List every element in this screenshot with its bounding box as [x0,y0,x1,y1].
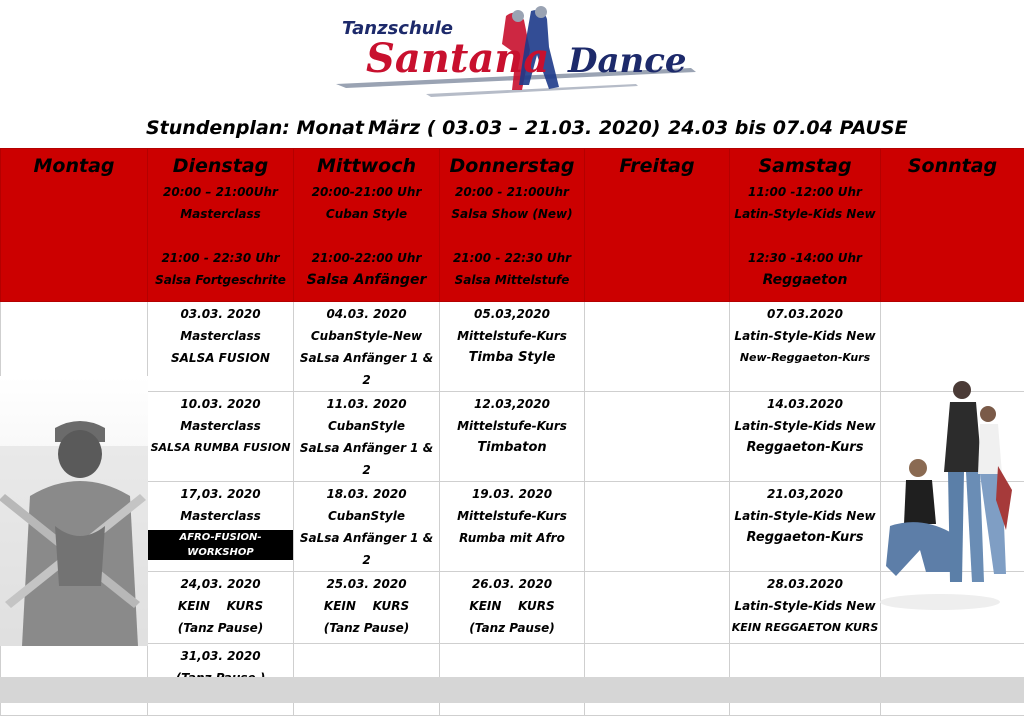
week-row [1,392,1024,482]
dancer-photo-left [0,376,148,646]
cell-donnerstag [440,572,585,644]
cell-detail: (Tanz Pause) [469,621,555,635]
cell-detail: (Tanz Pause) [323,621,410,635]
cell-detail: Reggaeton-Kurs [746,530,864,545]
day-label-freitag: Freitag [619,155,695,177]
cell-samstag [730,482,881,572]
class-name: Salsa Show (New) [451,207,573,221]
time-slot: 21:00 - 22:30 Uhr [452,251,572,265]
heading-month-range: März ( 03.03 – 21.03. 2020) [368,117,661,139]
cell-class: CubanStyle [327,509,406,523]
cell-detail: SALSA RUMBA FUSION [150,441,291,454]
cell-date: 19.03. 2020 [471,487,553,501]
cell-class: Mittelstufe-Kurs [457,329,567,343]
cell-detail: KEIN REGGAETON KURS [731,621,879,634]
time-slot: 12:30 -14:00 Uhr [748,251,862,265]
cell-date: 17,03. 2020 [180,487,261,501]
cell-donnerstag [440,392,585,482]
class-name: Salsa Anfänger [306,272,427,288]
day-column-mittwoch [294,149,440,302]
cell-date: 03.03. 2020 [180,307,261,321]
day-column-dienstag [148,149,294,302]
cell-detail: Rumba mit Afro [459,531,565,545]
cell-detail: Timba Style [468,350,556,365]
cell-detail: New-Reggaeton-Kurs [739,351,871,364]
class-name: Salsa Mittelstufe [454,273,570,287]
cell-detail: SaLsa Anfänger 1 & 2 [299,351,434,387]
class-name: Latin-Style-Kids New [734,207,876,221]
cell-date: 31,03. 2020 [180,649,261,663]
cell-donnerstag [440,302,585,392]
cell-detail: Timbaton [477,440,547,455]
cell-date: 12.03,2020 [474,397,550,411]
cell-date: 07.03.2020 [767,307,843,321]
schedule-heading [0,113,1024,143]
cell-dienstag [148,302,294,392]
weekly-schedule-row [1,149,1024,302]
cell-class: Masterclass [180,509,261,523]
cell-date: 24,03. 2020 [180,577,261,591]
day-label-dienstag: Dienstag [172,155,269,177]
logo-graphic [336,6,696,108]
time-slot: 11:00 -12:00 Uhr [748,185,862,199]
cell-class: KEIN KURS [323,599,410,613]
cell-class: Masterclass [180,419,261,433]
dancers-photo-right [880,376,1024,616]
cell-date: 21.03,2020 [767,487,843,501]
day-column-montag [1,149,148,302]
school-logo [336,6,696,108]
heading-prefix: Stundenplan: Monat [146,117,364,139]
class-name: Reggaeton [762,272,848,288]
day-label-mittwoch: Mittwoch [317,155,416,177]
svg-text:Santana: Santana [366,35,550,82]
class-name: Salsa Fortgeschrite [155,273,286,287]
cell-freitag [585,392,730,482]
cell-dienstag [148,392,294,482]
cell-class: Latin-Style-Kids New [734,599,876,613]
svg-text:Dance: Dance [568,41,687,81]
time-slot: 20:00-21:00 Uhr [311,185,422,199]
cell-date: 04.03. 2020 [326,307,407,321]
cell-class: CubanStyle-New [310,329,423,343]
cell-detail: SALSA FUSION [171,351,270,365]
day-label-sonntag: Sonntag [907,155,998,177]
cell-date: 10.03. 2020 [180,397,261,411]
class-name: Masterclass [180,207,261,221]
cell-date: 26.03. 2020 [471,577,553,591]
day-label-donnerstag: Donnerstag [449,155,575,177]
week-row [1,302,1024,392]
cell-detail: SaLsa Anfänger 1 & 2 [299,531,434,567]
cell-mittwoch [294,302,440,392]
workshop-badge: AFRO-FUSION-WORKSHOP [148,530,293,560]
cell-date: 28.03.2020 [767,577,843,591]
cell-mittwoch [294,572,440,644]
cell-detail: SaLsa Anfänger 1 & 2 [299,441,434,477]
cell-freitag [585,482,730,572]
week-row [1,572,1024,644]
day-column-donnerstag [440,149,585,302]
cell-mittwoch [294,482,440,572]
cell-class: Latin-Style-Kids New [734,329,876,343]
svg-text:Tanzschule: Tanzschule [342,18,453,39]
cell-class: KEIN KURS [469,599,555,613]
cell-class: KEIN KURS [177,599,264,613]
cell-class: Masterclass [180,329,261,343]
cell-samstag [730,302,881,392]
day-column-samstag [730,149,881,302]
time-slot: 21:00-22:00 Uhr [311,251,422,265]
cell-class: CubanStyle [327,419,406,433]
cell-samstag [730,572,881,644]
cell-detail: Reggaeton-Kurs [746,440,864,455]
cell-class: Latin-Style-Kids New [734,419,876,433]
week-row [1,482,1024,572]
cell-class: Mittelstufe-Kurs [457,509,567,523]
class-name: Cuban Style [325,207,408,221]
cell-freitag [585,572,730,644]
cell-date: 14.03.2020 [767,397,843,411]
cell-dienstag [148,572,294,644]
time-slot: 21:00 - 22:30 Uhr [161,251,280,265]
cell-freitag [585,302,730,392]
cell-class: Latin-Style-Kids New [734,509,876,523]
cell-donnerstag [440,482,585,572]
footer-bar [0,677,1024,703]
cell-date: 11.03. 2020 [326,397,407,411]
day-label-montag: Montag [33,155,115,177]
cell-date: 25.03. 2020 [326,577,407,591]
heading-pause: 24.03 bis 07.04 PAUSE [668,117,908,139]
dancer-illustration [0,376,148,646]
cell-date: 18.03. 2020 [326,487,407,501]
cell-detail: (Tanz Pause) [177,621,264,635]
cell-date: 05.03,2020 [474,307,550,321]
time-slot: 20:00 – 21:00Uhr [163,185,278,199]
cell-samstag [730,392,881,482]
cell-mittwoch [294,392,440,482]
timetable [0,148,1024,716]
day-column-freitag [585,149,730,302]
dancers-illustration [880,376,1024,616]
day-column-sonntag [881,149,1024,302]
cell-dienstag [148,482,294,572]
time-slot: 20:00 - 21:00Uhr [455,185,569,199]
cell-class: Mittelstufe-Kurs [457,419,567,433]
day-label-samstag: Samstag [758,155,852,177]
